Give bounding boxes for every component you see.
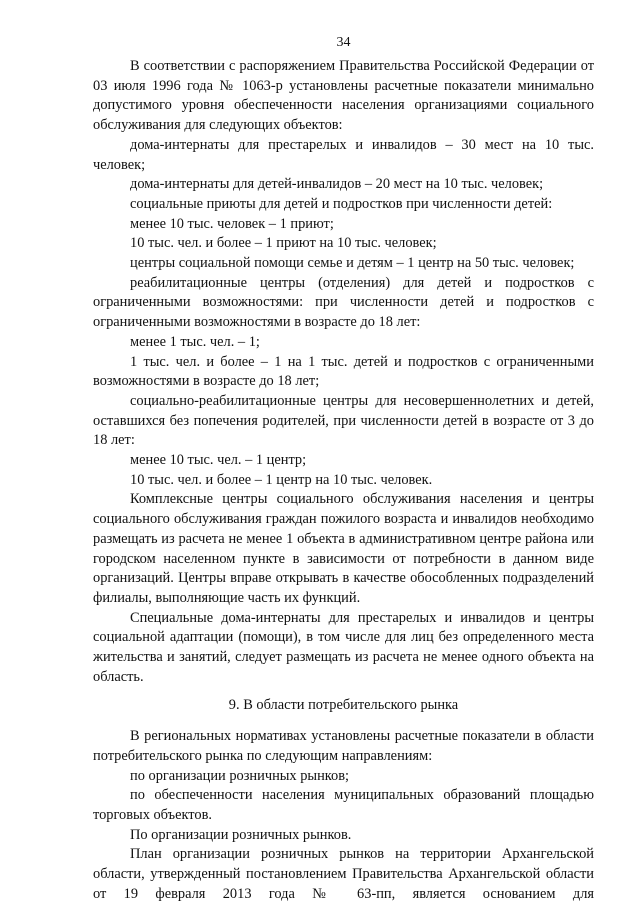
- paragraph-retail-area: по обеспеченности населения муниципальных образований площадью торговых объектов.: [93, 787, 594, 824]
- paragraph-rehab-1k-plus: 1 тыс. чел. и более – 1 на 1 тыс. детей и подростков с ограниченными возможностями в возрасте до 18 лет;: [93, 353, 594, 390]
- paragraph-minors-rehab-centers: социально-реабилитационные центры для несовершеннолетних и детей, оставшихся без попечения родителей, при численности детей в возрасте от 3 до 18 лет:: [93, 392, 594, 449]
- paragraph-special-homes: Специальные дома-интернаты для престарелых и инвалидов и центры социальной адаптации (помощи), в том числе для лиц без определенного места жительства и занятий, следует размещать из расчета не менее одного объекта на область.: [93, 609, 594, 685]
- paragraph-rehab-centers: реабилитационные центры (отделения) для детей и подростков с ограниченными возможностями: при численности детей и подростков с ограниченными возможностями в возрасте до 18 лет:: [93, 274, 594, 331]
- paragraph-markets-plan: План организации розничных рынков на территории Архангельской области, утвержденный постановлением Правительства Архангельской области от 19 февраля 2013 года № 63-пп, является основанием для: [93, 846, 594, 902]
- paragraph-minors-under-10k: менее 10 тыс. чел. – 1 центр;: [130, 452, 307, 469]
- page-number: 34: [336, 35, 351, 50]
- paragraph-minors-10k-plus: 10 тыс. чел. и более – 1 центр на 10 тыс. человек.: [130, 471, 433, 488]
- paragraph-markets-organization: по организации розничных рынков;: [130, 767, 350, 784]
- paragraph-disabled-children-homes: дома-интернаты для детей-инвалидов – 20 мест на 10 тыс. человек;: [130, 176, 544, 193]
- paragraph-decree-intro: В соответствии с распоряжением Правительства Российской Федерации от 03 июля 1996 года № 1063-р установлены расчетные показатели минимально допустимого уровня обеспеченности населения организациями социального обслуживания для следующих объектов:: [93, 58, 594, 134]
- paragraph-regional-norms: В региональных нормативах установлены расчетные показатели в области потребительского рынка по следующим направлениям:: [93, 728, 594, 764]
- paragraph-shelters-under-10k: менее 10 тыс. человек – 1 приют;: [130, 215, 334, 232]
- paragraph-family-help-centers: центры социальной помощи семье и детям – 1 центр на 50 тыс. человек;: [130, 255, 575, 272]
- paragraph-rehab-under-1k: менее 1 тыс. чел. – 1;: [130, 333, 260, 350]
- paragraph-shelters-10k-plus: 10 тыс. чел. и более – 1 приют на 10 тыс. человек;: [130, 235, 437, 252]
- paragraph-social-shelters: социальные приюты для детей и подростков при численности детей:: [130, 195, 553, 212]
- paragraph-elderly-homes: дома-интернаты для престарелых и инвалидов – 30 мест на 10 тыс. человек;: [93, 136, 594, 173]
- paragraph-complex-centers: Комплексные центры социального обслуживания населения и центры социального обслуживания граждан пожилого возраста и инвалидов необходимо размещать из расчета не менее 1 объекта в административном центре района или городском населенном пункте в зависимости от потребности в данном виде организаций. Центры вправе открывать в качестве обособленных подразделений филиалы, выполняющие часть их функций.: [93, 491, 594, 606]
- paragraph-markets-subheading: По организации розничных рынков.: [130, 826, 352, 843]
- document-body: [93, 57, 594, 905]
- document-page: [93, 0, 594, 905]
- section-heading: 9. В области потребительского рынка: [228, 696, 459, 713]
